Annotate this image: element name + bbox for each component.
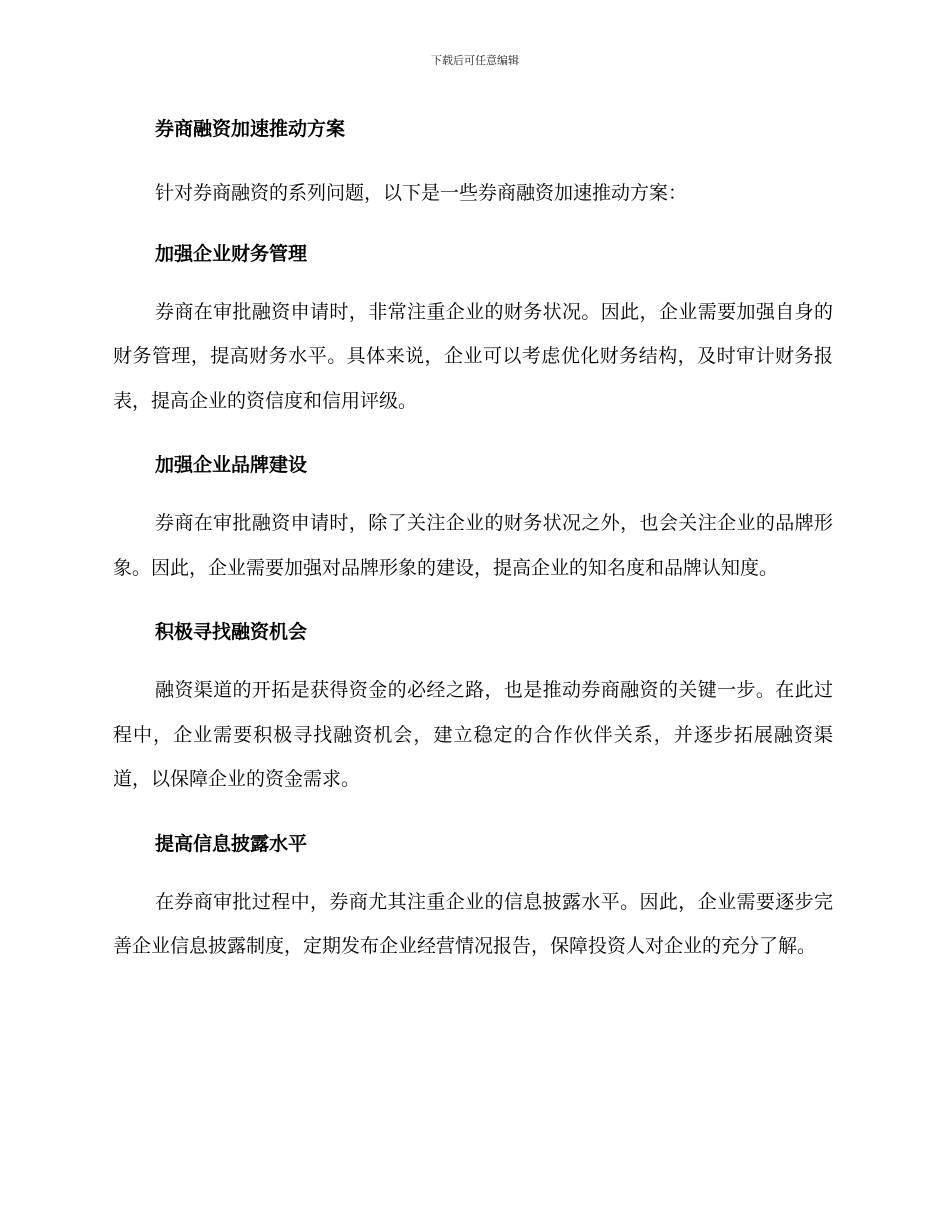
section-heading-finance: 加强企业财务管理: [155, 242, 308, 265]
page-header-note: 下载后可任意编辑: [431, 54, 519, 67]
document-title: 券商融资加速推动方案: [155, 118, 346, 140]
section-heading-brand: 加强企业品牌建设: [155, 454, 308, 476]
section-body-finance: 券商在审批融资申请时，非常注重企业的财务状况。因此，企业需要加强自身的财务管理，提高财务水平。具体来说，企业可以考虑优化财务结构，及时审计财务报表，提高企业的资信度和信用评级。: [113, 300, 833, 412]
section-heading-disclosure: 提高信息披露水平: [155, 832, 308, 855]
document-body: [113, 113, 833, 969]
intro-paragraph: 针对券商融资的系列问题，以下是一些券商融资加速推动方案：: [155, 182, 688, 204]
section-body-opportunities: 融资渠道的开拓是获得资金的必经之路，也是推动券商融资的关键一步。在此过程中，企业需要积极寻找融资机会，建立稳定的合作伙伴关系，并逐步拓展融资渠道，以保障企业的资金需求。: [113, 679, 833, 790]
section-body-brand: 券商在审批融资申请时，除了关注企业的财务状况之外，也会关注企业的品牌形象。因此，企业需要加强对品牌形象的建设，提高企业的知名度和品牌认知度。: [113, 512, 833, 579]
section-body-disclosure: 在券商审批过程中，券商尤其注重企业的信息披露水平。因此，企业需要逐步完善企业信息披露制度，定期发布企业经营情况报告，保障投资人对企业的充分了解。: [113, 890, 833, 957]
section-heading-opportunities: 积极寻找融资机会: [155, 621, 308, 643]
